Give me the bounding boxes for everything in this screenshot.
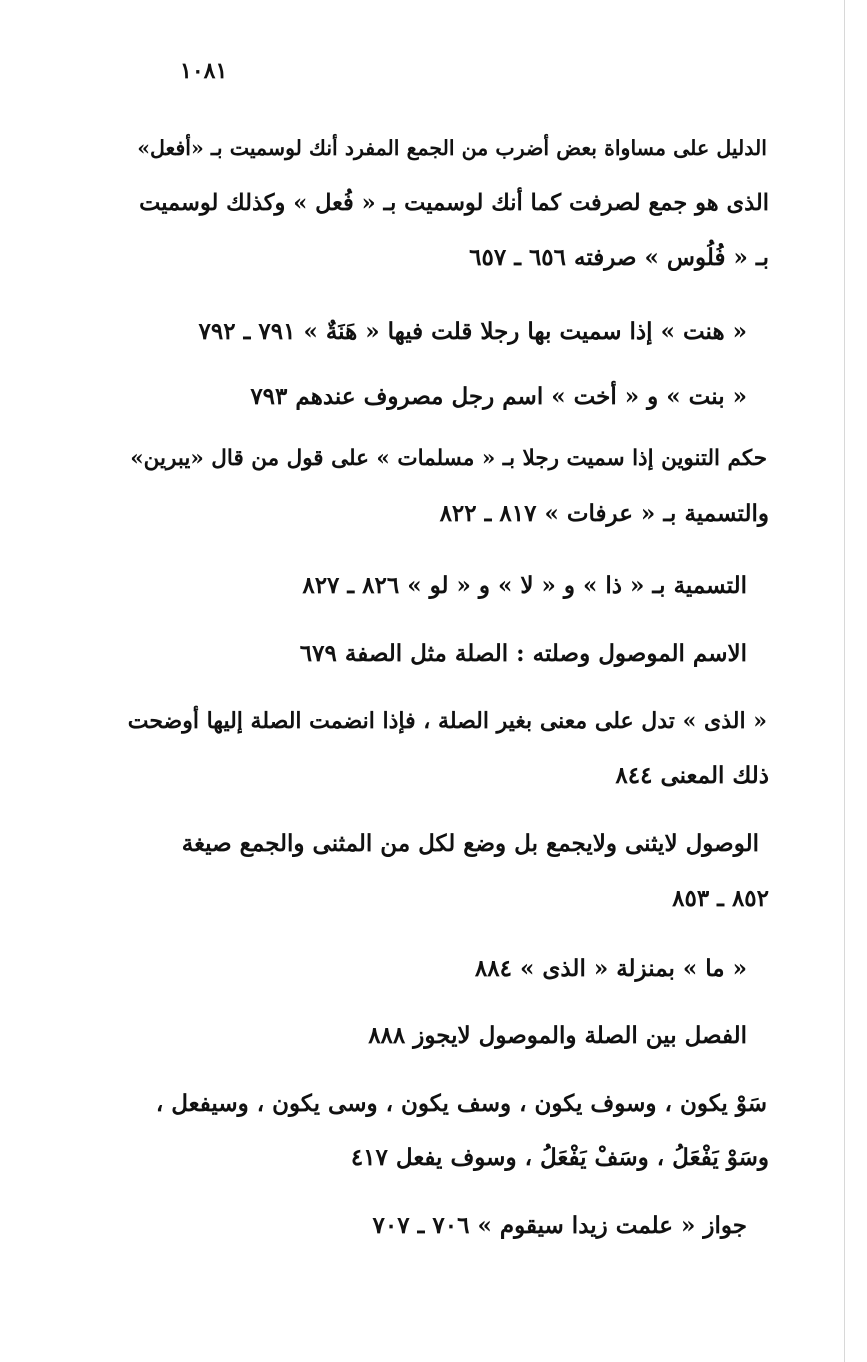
- index-entry-line: « ما » بمنزلة « الذى » ٨٨٤: [474, 955, 747, 982]
- index-entry-line: ذلك المعنى ٨٤٤: [615, 762, 769, 789]
- index-entry-line: وسَوْ يَفْعَلُ ، وسَفْ يَفْعَلُ ، وسوف يفعل ٤١٧: [350, 1144, 769, 1171]
- page-number: ١٠٨١: [180, 58, 228, 84]
- index-entry-line: ٨٥٢ ـ ٨٥٣: [672, 885, 769, 912]
- index-entry-line: الاسم الموصول وصلته : الصلة مثل الصفة ٦٧٩: [299, 640, 747, 667]
- index-entry-line: بـ « فُلُوس » صرفته ٦٥٦ ـ ٦٥٧: [469, 244, 769, 271]
- index-entry-line: « هنت » إذا سميت بها رجلا قلت فيها « هَنَةٌ » ٧٩١ ـ ٧٩٢: [198, 318, 747, 345]
- index-entry-line: والتسمية بـ « عرفات » ٨١٧ ـ ٨٢٢: [439, 500, 769, 527]
- index-entry-line: الفصل بين الصلة والموصول لايجوز ٨٨٨: [368, 1022, 747, 1049]
- index-entry-line: « الذى » تدل على معنى بغير الصلة ، فإذا انضمت الصلة إليها أوضحت: [127, 708, 767, 734]
- index-entry-line: الوصول لايثنى ولايجمع بل وضع لكل من المثنى والجمع صيغة: [181, 830, 759, 857]
- index-entry-line: جواز « علمت زيدا سيقوم » ٧٠٦ ـ ٧٠٧: [372, 1212, 747, 1239]
- index-entry-line: « بنت » و « أخت » اسم رجل مصروف عندهم ٧٩٣: [250, 383, 747, 410]
- page-edge-divider: [844, 0, 845, 1362]
- index-entry-line: الدليل على مساواة بعض أضرب من الجمع المفرد أنك لوسميت بـ «أفعل»: [137, 136, 767, 160]
- index-entry-line: حكم التنوين إذا سميت رجلا بـ « مسلمات » على قول من قال «يبرين»: [130, 446, 767, 471]
- index-entry-line: سَوْ يكون ، وسوف يكون ، وسف يكون ، وسى يكون ، وسيفعل ،: [155, 1090, 767, 1117]
- index-entry-line: الذى هو جمع لصرفت كما أنك لوسميت بـ « فُعل » وكذلك لوسميت: [139, 190, 769, 216]
- index-entry-line: التسمية بـ « ذا » و « لا » و « لو » ٨٢٦ ـ ٨٢٧: [302, 572, 747, 599]
